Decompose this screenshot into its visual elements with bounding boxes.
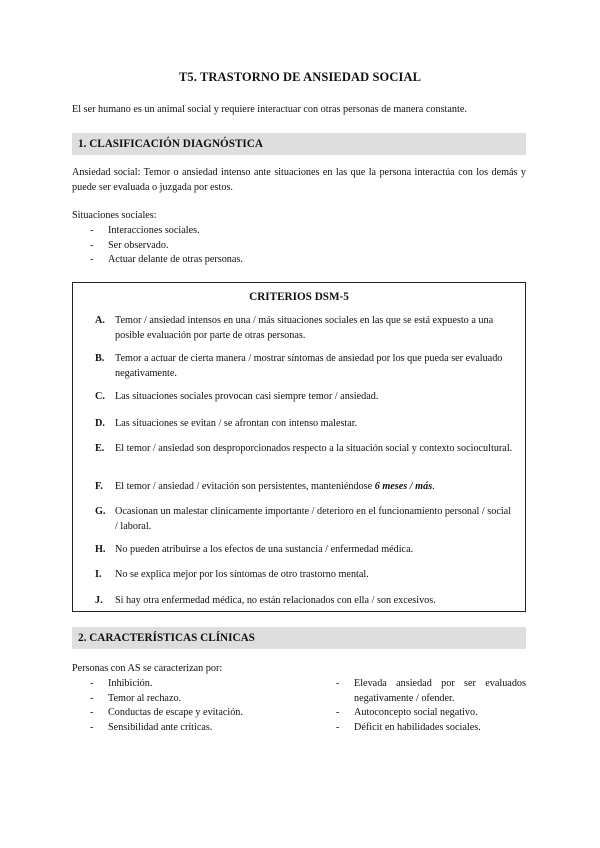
list-item: - Autoconcepto social negativo.: [336, 706, 526, 721]
list-item: - Sensibilidad ante críticas.: [90, 721, 280, 736]
situations-list: [90, 224, 243, 268]
criterion-text: No pueden atribuirse a los efectos de una sustancia / enfermedad médica.: [115, 544, 414, 555]
criterion-text-before: El temor / ansiedad / evitación son persistentes, manteniéndose: [115, 481, 375, 492]
section-heading-clasificacion: 1. CLASIFICACIÓN DIAGNÓSTICA: [72, 133, 526, 155]
section-heading-caracteristicas: 2. CARACTERÍSTICAS CLÍNICAS: [72, 627, 526, 649]
situations-label: Situaciones sociales:: [72, 210, 157, 221]
intro-paragraph: El ser humano es un animal social y requiere interactuar con otras personas de manera constante.: [72, 104, 467, 115]
list-item: - Interacciones sociales.: [90, 224, 243, 239]
criteria-title: CRITERIOS DSM-5: [249, 291, 349, 303]
criterion-text-after: .: [432, 481, 435, 492]
list-item: - Ser observado.: [90, 239, 243, 254]
criteria-box: [72, 282, 526, 612]
criterion-letter: J.: [95, 595, 103, 606]
criterion-letter: F.: [95, 481, 103, 492]
page-title: T5. TRASTORNO DE ANSIEDAD SOCIAL: [178, 70, 422, 84]
criterion-letter: E.: [95, 443, 105, 454]
criterion-emphasis: 6 meses / más: [374, 481, 433, 492]
criterion-letter: C.: [95, 391, 105, 402]
criterion-text: Las situaciones se evitan / se afrontan con intenso malestar.: [115, 418, 358, 429]
persons-label: Personas con AS se caracterizan por:: [72, 663, 223, 674]
criterion-text: Temor a actuar de cierta manera / mostrar síntomas de ansiedad por los que pueda ser evaluado negativamente.: [115, 353, 503, 379]
list-item: - Inhibición.: [90, 677, 280, 692]
criterion-text: No se explica mejor por los síntomas de otro trastorno mental.: [115, 569, 369, 580]
characteristics-list-left: [90, 677, 280, 735]
list-item: - Actuar delante de otras personas.: [90, 253, 243, 268]
characteristics-list-right: [336, 677, 526, 735]
criterion-letter: H.: [95, 544, 106, 555]
list-item: - Temor al rechazo.: [90, 692, 280, 707]
list-item: - Elevada ansiedad por ser evaluados negativamente / ofender.: [336, 677, 526, 706]
criterion-text: Temor / ansiedad intensos en una / más situaciones sociales en las que se está expuesto a una posible evaluación por parte de otras personas.: [115, 315, 494, 341]
list-item: - Déficit en habilidades sociales.: [336, 721, 526, 736]
criterion-letter: G.: [95, 506, 106, 517]
criterion-text: El temor / ansiedad son desproporcionados respecto a la situación social y contexto sociocultural.: [115, 443, 513, 454]
criterion-letter: I.: [95, 569, 102, 580]
criterion-text: Si hay otra enfermedad médica, no están relacionados con ella / son excesivos.: [115, 595, 436, 606]
criterion-letter: D.: [95, 418, 105, 429]
criterion-text: Ocasionan un malestar clínicamente importante / deterioro en el funcionamiento personal / social / laboral.: [115, 506, 512, 532]
criterion-letter: B.: [95, 353, 105, 364]
definition-paragraph: Ansiedad social: Temor o ansiedad intenso ante situaciones en las que la persona interactúa con los demás y puede ser evaluada o juzgada por estos.: [72, 167, 526, 193]
criterion-text: [115, 480, 513, 495]
list-item: - Conductas de escape y evitación.: [90, 706, 280, 721]
criterion-text: Las situaciones sociales provocan casi siempre temor / ansiedad.: [115, 391, 379, 402]
criterion-letter: A.: [95, 315, 105, 326]
